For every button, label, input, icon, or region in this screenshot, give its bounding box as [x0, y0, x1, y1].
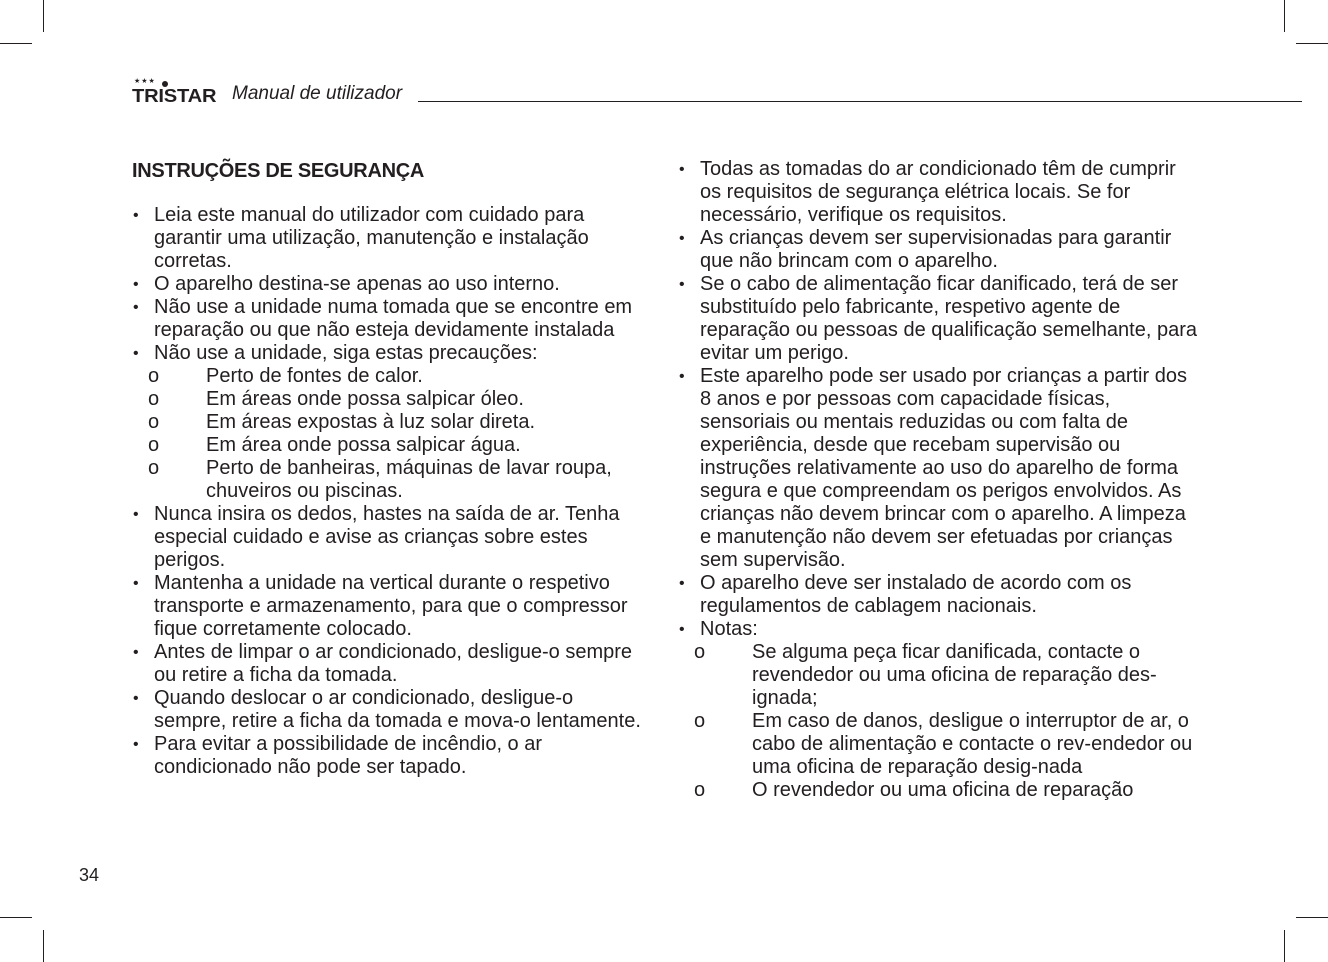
list-item: • Nunca insira os dedos, hastes na saída de ar. Tenha especial cuidado e avise as crianças sobre estes perigos.: [132, 503, 642, 572]
crop-mark: [43, 0, 44, 32]
header-rule: [418, 101, 1302, 102]
left-column: [132, 158, 642, 779]
list-item: • Quando deslocar o ar condicionado, desligue-o sempre, retire a ficha da tomada e mova-o lentamente.: [132, 687, 642, 733]
manual-title: Manual de utilizador: [232, 83, 403, 104]
crop-mark: [1284, 0, 1285, 32]
list-item: • Antes de limpar o ar condicionado, desligue-o sempre ou retire a ficha da tomada.: [132, 641, 642, 687]
note-item: o O revendedor ou uma oficina de reparação: [678, 779, 1198, 802]
crop-mark: [0, 43, 32, 44]
list-item: • Este aparelho pode ser usado por crianças a partir dos 8 anos e por pessoas com capacidade físicas, sensoriais ou mentais reduzidas ou com falta de experiência, desde que recebam supervisão ou instruções relativamente ao uso do aparelho de forma segura e que compreendam os perigos envolvidos. As crianças não devem brincar com o aparelho. A limpeza e manutenção não devem ser efetuadas por crianças sem supervisão.: [678, 365, 1198, 572]
precaution-item: o Perto de fontes de calor.: [132, 365, 642, 388]
safety-list-continued: [132, 503, 642, 779]
precaution-item: o Em áreas expostas à luz solar direta.: [132, 411, 642, 434]
list-item: • Se o cabo de alimentação ficar danificado, terá de ser substituído pelo fabricante, respetivo agente de reparação ou pessoas de qualificação semelhante, para evitar um perigo.: [678, 273, 1198, 365]
precautions-list: [132, 365, 642, 503]
crop-mark: [0, 917, 32, 918]
list-item: • Mantenha a unidade na vertical durante o respetivo transporte e armazenamento, para que o compressor fique corretamente colocado.: [132, 572, 642, 641]
brand-name: TRISTAR: [132, 86, 217, 106]
tristar-logo: [132, 80, 224, 104]
note-item: o Em caso de danos, desligue o interruptor de ar, o cabo de alimentação e contacte o rev-endedor ou uma oficina de reparação desig-nada: [678, 710, 1198, 779]
list-item: • Não use a unidade numa tomada que se encontre em reparação ou que não esteja devidamente instalada: [132, 296, 642, 342]
list-item: • Não use a unidade, siga estas precauções:: [132, 342, 642, 365]
list-item: • Para evitar a possibilidade de incêndio, o ar condicionado não pode ser tapado.: [132, 733, 642, 779]
crop-mark: [1296, 917, 1328, 918]
list-item: • O aparelho deve ser instalado de acordo com os regulamentos de cablagem nacionais.: [678, 572, 1198, 618]
list-item: • Notas:: [678, 618, 1198, 641]
precaution-item: o Em áreas onde possa salpicar óleo.: [132, 388, 642, 411]
crop-mark: [1296, 43, 1328, 44]
precaution-item: o Perto de banheiras, máquinas de lavar roupa, chuveiros ou piscinas.: [132, 457, 642, 503]
page-number: 34: [79, 865, 100, 885]
crop-mark: [43, 930, 44, 962]
right-column: [678, 158, 1198, 802]
list-item: • As crianças devem ser supervisionadas para garantir que não brincam com o aparelho.: [678, 227, 1198, 273]
logo-stars-icon: ★★★: [134, 78, 156, 85]
safety-list-right: [678, 158, 1198, 641]
note-item: o Se alguma peça ficar danificada, contacte o revendedor ou uma oficina de reparação des-ignada;: [678, 641, 1198, 710]
list-item: • O aparelho destina-se apenas ao uso interno.: [132, 273, 642, 296]
list-item: • Leia este manual do utilizador com cuidado para garantir uma utilização, manutenção e instalação corretas.: [132, 204, 642, 273]
safety-list: [132, 204, 642, 365]
crop-mark: [1284, 930, 1285, 962]
notes-list: [678, 641, 1198, 802]
page-header: [132, 80, 1302, 106]
section-title: INSTRUÇÕES DE SEGURANÇA: [132, 160, 425, 182]
list-item: • Todas as tomadas do ar condicionado têm de cumprir os requisitos de segurança elétrica locais. Se for necessário, verifique os requisitos.: [678, 158, 1198, 227]
precaution-item: o Em área onde possa salpicar água.: [132, 434, 642, 457]
